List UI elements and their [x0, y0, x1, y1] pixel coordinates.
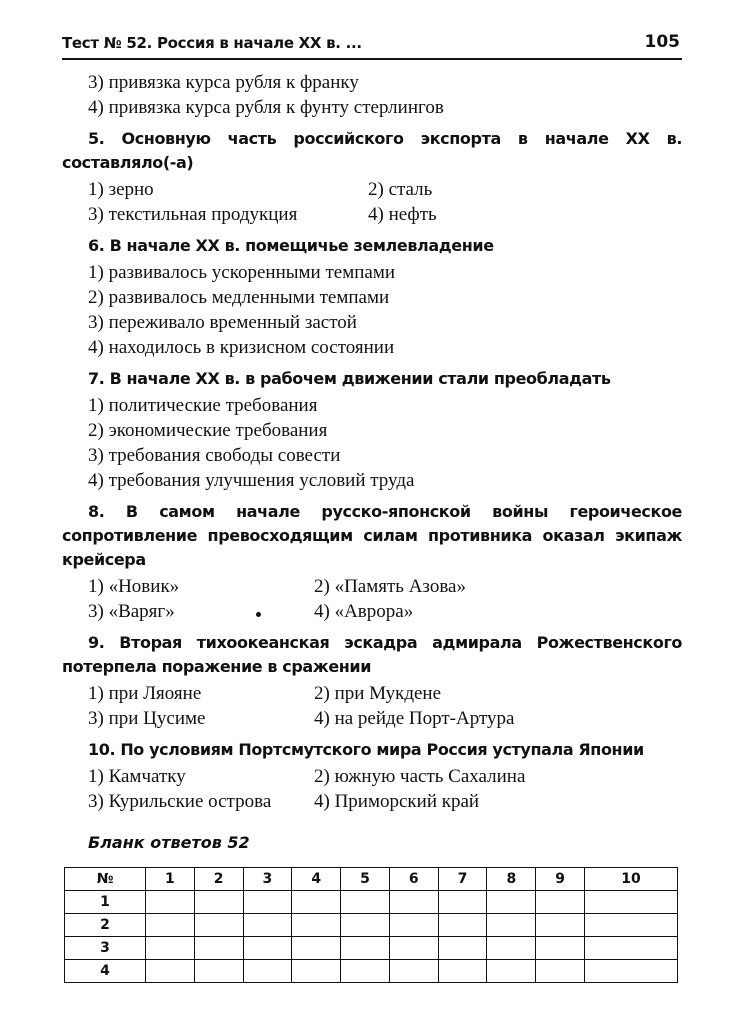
option: 4) требования улучшения условий труда [88, 470, 415, 491]
answer-sheet-title: Бланк ответов 52 [88, 833, 250, 852]
question-10-options [88, 764, 682, 814]
answer-cell[interactable] [145, 960, 194, 983]
answer-cell[interactable] [536, 960, 585, 983]
question-6: 6. В начале XX в. помещичье землевладение [88, 236, 494, 255]
questions [62, 70, 682, 814]
table-row [65, 960, 678, 983]
row-label: 4 [65, 960, 146, 983]
answer-cell[interactable] [585, 960, 678, 983]
header-cell: № [65, 868, 146, 891]
answer-cell[interactable] [438, 914, 487, 937]
header-cell: 7 [438, 868, 487, 891]
option: 3) текстильная продукция [88, 204, 298, 225]
answer-cell[interactable] [341, 891, 390, 914]
header-cell: 6 [389, 868, 438, 891]
header-cell: 9 [536, 868, 585, 891]
option: 2) экономические требования [88, 420, 328, 441]
answer-cell[interactable] [389, 891, 438, 914]
answer-cell[interactable] [487, 914, 536, 937]
question-8: 8. В самом начале русско-японской войны героическое сопротивление превосходящим силам противника оказал экипаж крейсера [62, 502, 682, 569]
answer-cell[interactable] [536, 891, 585, 914]
answer-cell[interactable] [585, 891, 678, 914]
answer-cell[interactable] [243, 937, 292, 960]
answer-cell[interactable] [341, 937, 390, 960]
option: 4) привязка курса рубля к фунту стерлингов [88, 97, 444, 118]
question-5: 5. Основную часть российского экспорта в начале XX в. составляло(-а) [62, 129, 682, 172]
header-cell: 2 [194, 868, 243, 891]
header-cell: 8 [487, 868, 536, 891]
answer-cell[interactable] [487, 891, 536, 914]
question-8-options [88, 574, 682, 624]
option: 2) «Память Азова» [314, 576, 466, 597]
option: 4) находилось в кризисном состоянии [88, 337, 395, 358]
answer-cell[interactable] [341, 960, 390, 983]
answer-cell[interactable] [194, 937, 243, 960]
question-5-options [88, 177, 682, 227]
answer-cell[interactable] [341, 914, 390, 937]
option: 4) на рейде Порт-Артура [314, 708, 515, 729]
table-header-row [65, 868, 678, 891]
answer-cell[interactable] [194, 891, 243, 914]
option: 4) Приморский край [314, 791, 480, 812]
answer-cell[interactable] [438, 960, 487, 983]
option: 1) при Ляояне [88, 683, 202, 704]
question-9-options [88, 681, 682, 731]
option: 1) Камчатку [88, 766, 186, 787]
question-9: 9. Вторая тихоокеанская эскадра адмирала Рожественского потерпела поражение в сражении [62, 633, 682, 676]
answer-cell[interactable] [389, 937, 438, 960]
header-cell: 4 [292, 868, 341, 891]
option: 3) «Варяг» [88, 601, 175, 622]
answer-table [64, 867, 678, 983]
answer-cell[interactable] [145, 914, 194, 937]
answer-cell[interactable] [145, 937, 194, 960]
question-10: 10. По условиям Портсмутского мира Россия уступала Японии [88, 740, 644, 759]
table-row [65, 914, 678, 937]
answer-cell[interactable] [292, 937, 341, 960]
header-cell: 5 [341, 868, 390, 891]
table-row [65, 891, 678, 914]
answer-cell[interactable] [194, 960, 243, 983]
answer-cell[interactable] [243, 891, 292, 914]
answer-cell[interactable] [243, 960, 292, 983]
table-row [65, 937, 678, 960]
answer-cell[interactable] [243, 914, 292, 937]
answer-cell[interactable] [292, 891, 341, 914]
question-7: 7. В начале XX в. в рабочем движении стали преобладать [88, 369, 611, 388]
answer-cell[interactable] [292, 960, 341, 983]
answer-cell[interactable] [585, 937, 678, 960]
option: 3) Курильские острова [88, 791, 272, 812]
option: 2) южную часть Сахалина [314, 766, 526, 787]
header-title: Тест № 52. Россия в начале XX в. ... [62, 34, 362, 52]
option: 4) нефть [368, 204, 437, 225]
row-label: 1 [65, 891, 146, 914]
option: 1) «Новик» [88, 576, 180, 597]
answer-cell[interactable] [438, 891, 487, 914]
option: 2) развивалось медленными темпами [88, 287, 390, 308]
answer-cell[interactable] [487, 937, 536, 960]
option: 1) развивалось ускоренными темпами [88, 262, 396, 283]
option: 4) «Аврора» [314, 601, 414, 622]
print-speck [256, 612, 261, 617]
answer-cell[interactable] [194, 914, 243, 937]
page-number: 105 [644, 32, 680, 52]
option: 2) сталь [368, 179, 433, 200]
answer-cell[interactable] [585, 914, 678, 937]
answer-cell[interactable] [389, 960, 438, 983]
page-header [62, 28, 682, 60]
option: 2) при Мукдене [314, 683, 442, 704]
option: 3) при Цусиме [88, 708, 206, 729]
header-cell: 3 [243, 868, 292, 891]
answer-cell[interactable] [536, 937, 585, 960]
answer-cell[interactable] [389, 914, 438, 937]
answer-cell[interactable] [438, 937, 487, 960]
answer-cell[interactable] [145, 891, 194, 914]
option: 3) переживало временный застой [88, 312, 357, 333]
row-label: 3 [65, 937, 146, 960]
option: 3) требования свободы совести [88, 445, 341, 466]
header-cell: 10 [585, 868, 678, 891]
option: 3) привязка курса рубля к франку [88, 72, 359, 93]
answer-cell[interactable] [487, 960, 536, 983]
option: 1) политические требования [88, 395, 318, 416]
row-label: 2 [65, 914, 146, 937]
answer-cell[interactable] [292, 914, 341, 937]
header-cell: 1 [145, 868, 194, 891]
option: 1) зерно [88, 179, 154, 200]
answer-cell[interactable] [536, 914, 585, 937]
